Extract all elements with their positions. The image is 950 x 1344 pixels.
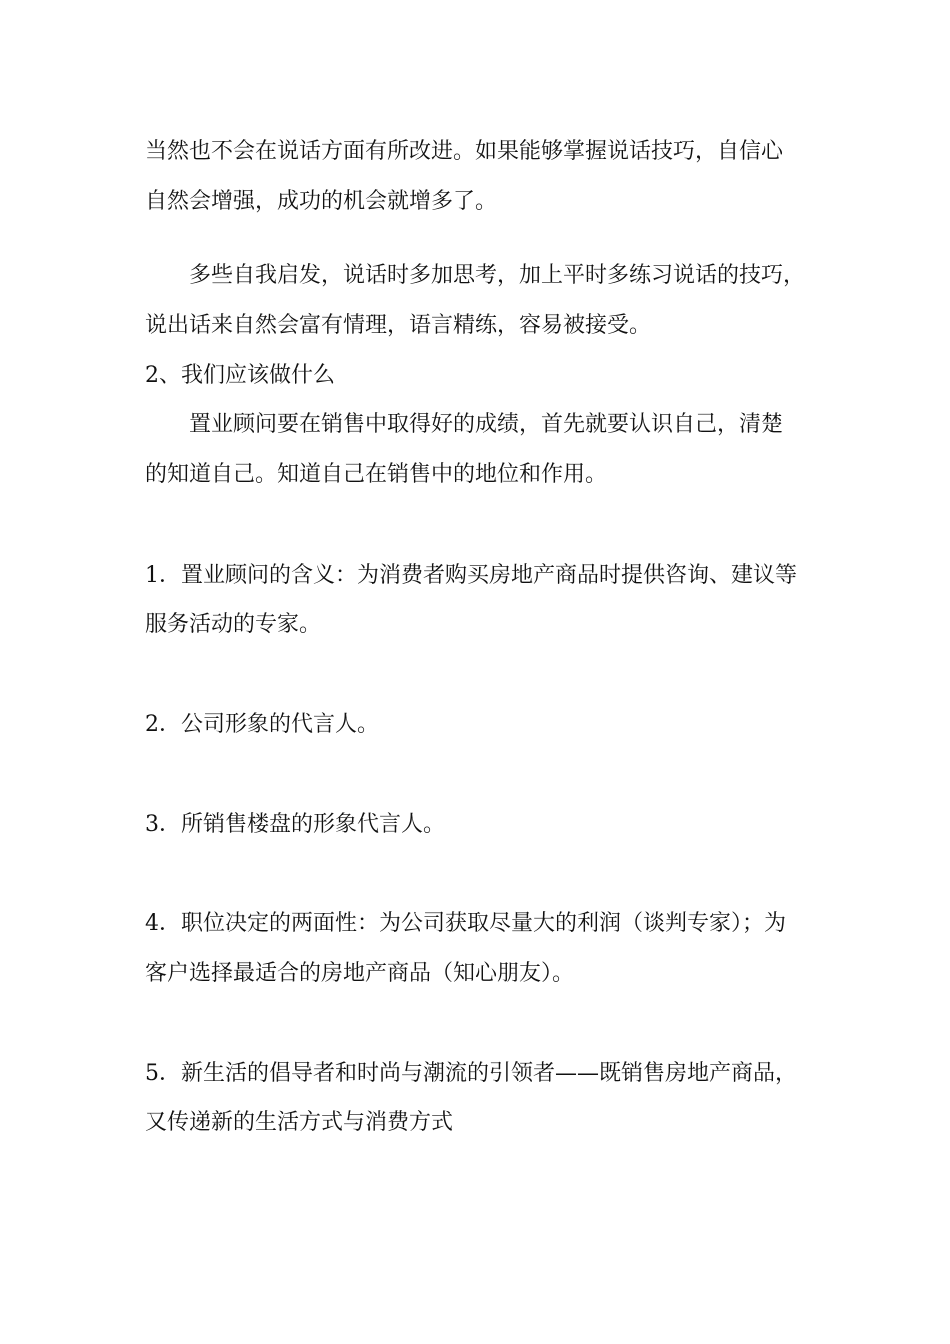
paragraph-line: 自然会增强，成功的机会就增多了。 [145,189,498,214]
list-item-line: 客户选择最适合的房地产商品（知心朋友）。 [145,961,575,986]
list-item-line: 1．置业顾问的含义：为消费者购买房地产商品时提供咨询、建议等 [145,563,797,588]
list-item-line: 3．所销售楼盘的形象代言人。 [145,812,445,837]
section-heading: 2、我们应该做什么 [145,363,335,388]
list-item-line: 2．公司形象的代言人。 [145,712,379,737]
paragraph-line: 置业顾问要在销售中取得好的成绩，首先就要认识自己，清楚 [189,412,784,437]
paragraph-line: 说出话来自然会富有情理，语言精练，容易被接受。 [145,313,652,338]
paragraph-line: 多些自我启发，说话时多加思考，加上平时多练习说话的技巧， [189,263,806,288]
list-item-line: 5．新生活的倡导者和时尚与潮流的引领者——既销售房地产商品， [145,1061,797,1086]
list-item-line: 又传递新的生活方式与消费方式 [145,1110,454,1135]
list-item-line: 服务活动的专家。 [145,612,322,637]
paragraph-line: 当然也不会在说话方面有所改进。如果能够掌握说话技巧，自信心 [145,139,784,164]
paragraph-line: 的知道自己。知道自己在销售中的地位和作用。 [145,462,608,487]
list-item-line: 4．职位决定的两面性：为公司获取尽量大的利润（谈判专家）；为 [145,911,786,936]
